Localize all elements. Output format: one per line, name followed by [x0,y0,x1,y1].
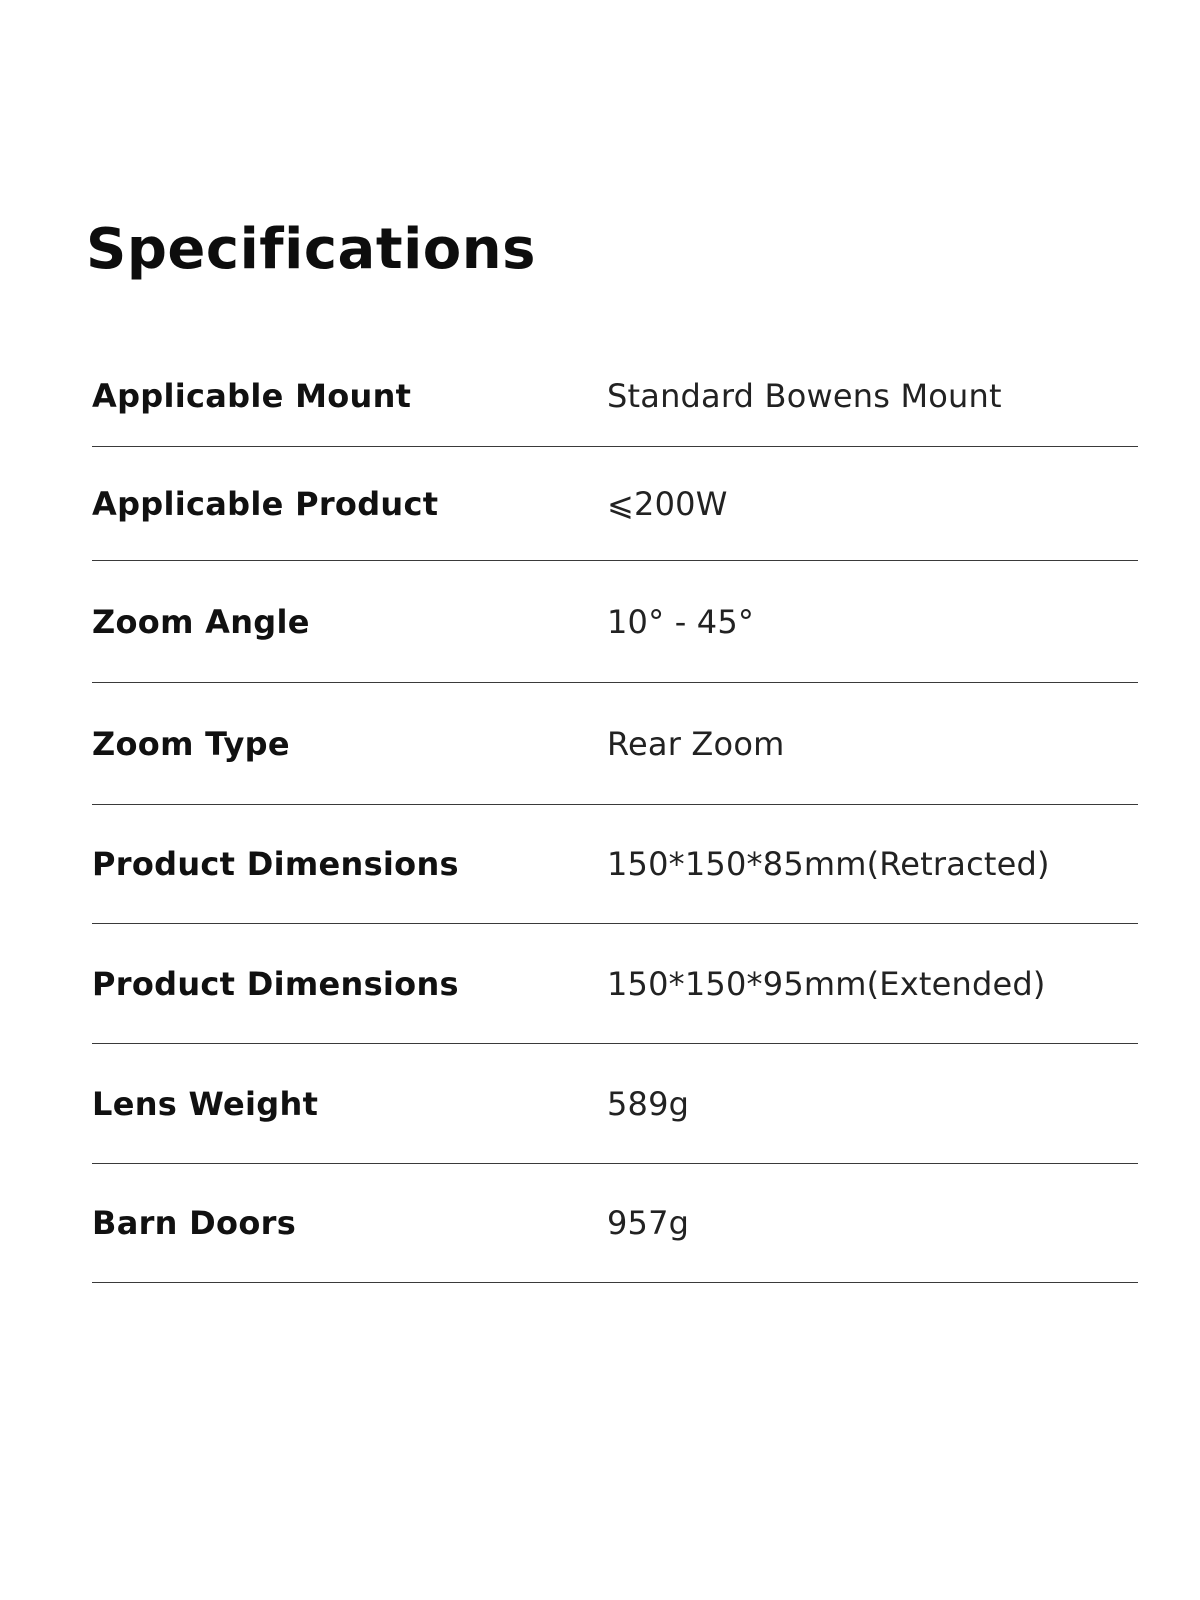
spec-value: ⩽200W [607,484,728,523]
spec-row-applicable-mount [92,345,1138,447]
spec-row-zoom-angle [92,561,1138,683]
spec-value: 150*150*85mm(Retracted) [607,845,1050,883]
spec-label: Zoom Type [92,724,290,763]
spec-row-product-dimensions-extended [92,924,1138,1044]
spec-label: Barn Doors [92,1204,297,1242]
spec-value: Rear Zoom [607,724,785,763]
spec-label: Lens Weight [92,1084,319,1123]
spec-row-lens-weight [92,1044,1138,1164]
spec-label: Product Dimensions [92,845,459,883]
page-title: Specifications [86,217,536,282]
spec-value: 957g [607,1204,690,1242]
spec-value: 150*150*95mm(Extended) [607,964,1046,1003]
spec-value: 10° - 45° [607,602,755,641]
spec-value: 589g [607,1084,690,1123]
spec-row-product-dimensions-retracted [92,805,1138,924]
spec-row-barn-doors [92,1164,1138,1283]
spec-label: Applicable Mount [92,376,412,415]
spec-label: Product Dimensions [92,964,459,1003]
spec-row-applicable-product [92,447,1138,561]
spec-label: Applicable Product [92,484,439,523]
spec-label: Zoom Angle [92,602,310,641]
spec-row-zoom-type [92,683,1138,805]
spec-value: Standard Bowens Mount [607,376,1002,415]
spec-table [92,345,1138,1283]
